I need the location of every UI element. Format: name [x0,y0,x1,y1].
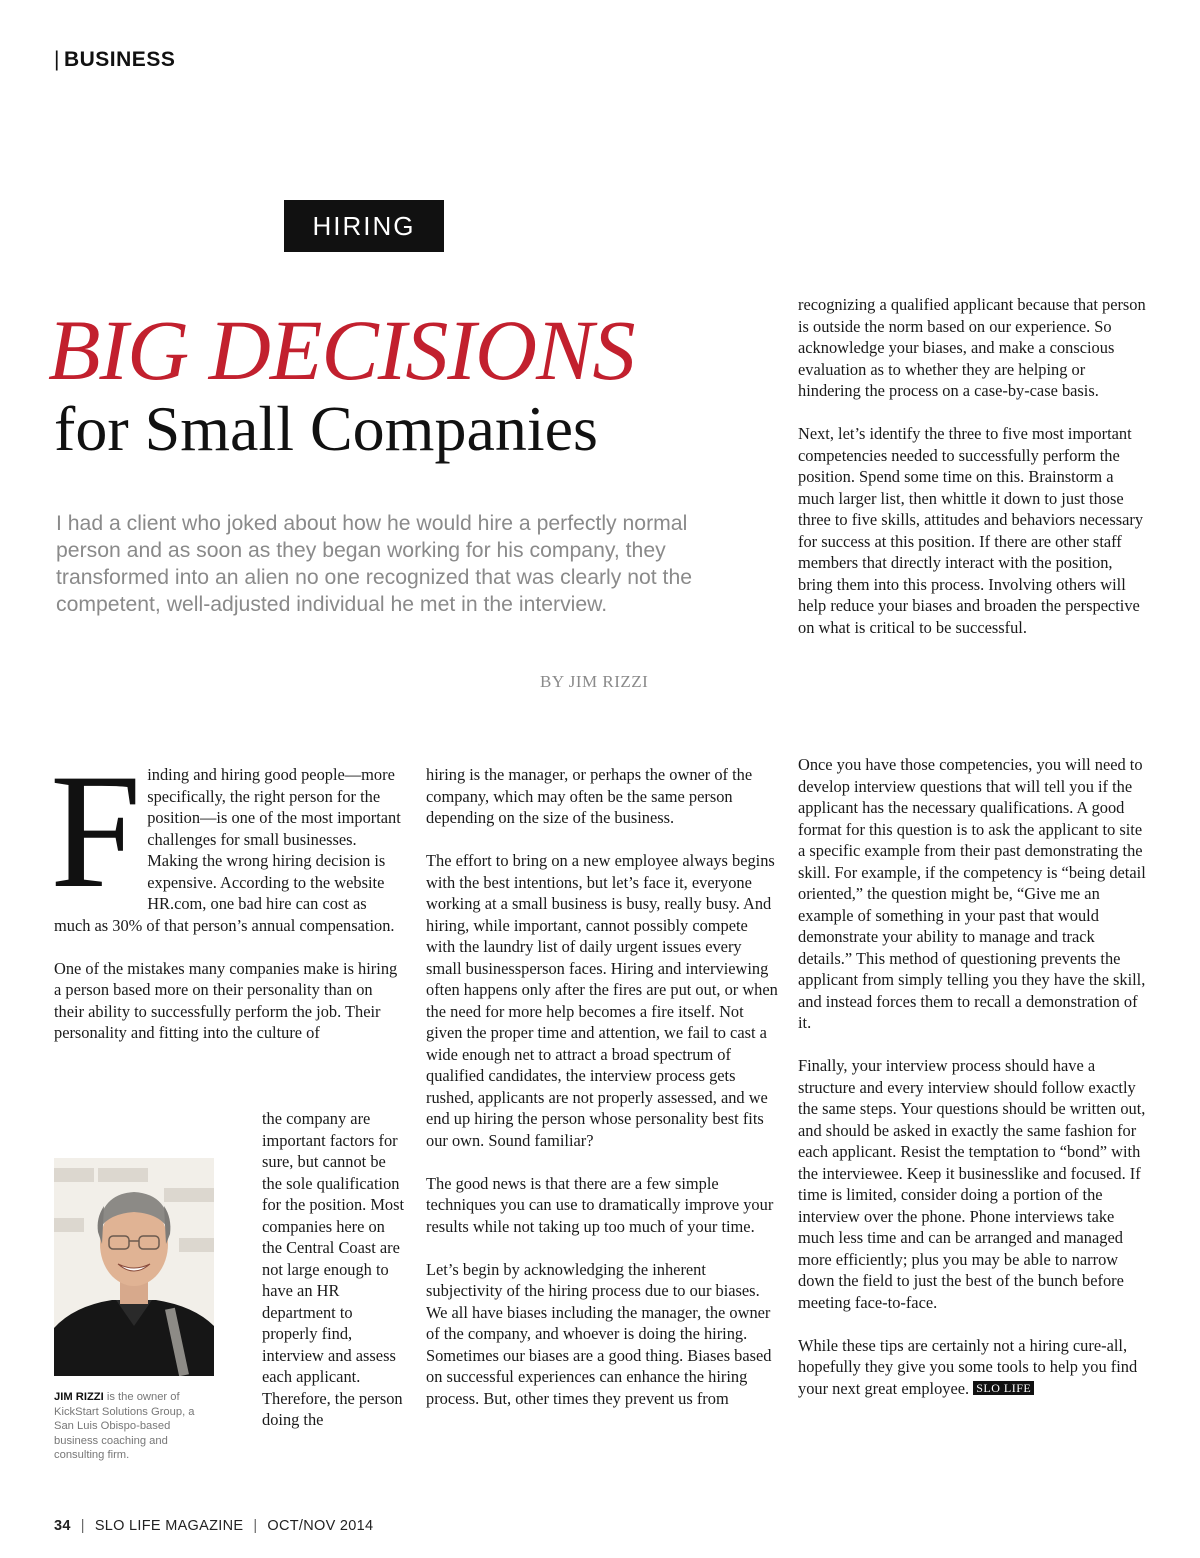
page-footer [54,1518,373,1534]
paragraph: One of the mistakes many companies make is hiring a person based more on their personality than on their ability to successfully perform the job. Their personality and fitting into the culture of [54,958,398,1042]
article-dek: I had a client who joked about how he would hire a perfectly normal person and as soon as they began working for his company, they transformed into an alien no one recognized that was clearly not the competent, well-adjusted individual he met in the interview. [56,512,693,616]
paragraph: inding and hiring good people—more specifically, the right person for the position—is one of the most important challenges for small businesses. Making the wrong hiring decision is expensive. According to the website HR.com, one bad hire can cost as much as 30% of that person’s annual compensation. [54,765,401,935]
footer-separator: | [80,1518,85,1534]
caption-name: JIM RIZZI [54,1391,104,1403]
end-mark-logo: SLO LIFE [973,1381,1034,1395]
caption-text: is the owner of KickStart Solutions Group, a San Luis Obispo-based business coaching and consulting firm. [54,1391,195,1461]
headline-line1: BIG DECISIONS [48,302,635,398]
section-label: BUSINESS [63,48,176,71]
paragraph: The effort to bring on a new employee always begins with the best intentions, but let’s face it, everyone working at a small business is busy, really busy. And hiring, while important, cannot possibly compete with the laundry list of daily urgent issues every small businessperson faces. Hiring and interviewing often happens only after the fires are put out, or when the need for more help becomes a fire itself. Not given the proper time and attention, we fail to cast a wide enough net to attract a broad spectrum of qualified candidates, the interview process gets rushed, applicants are not properly assessed, and we end up hiring the person whose personality best fits our own. Sound familiar? [426,851,778,1150]
paragraph: The good news is that there are a few simple techniques you can use to dramatically improve your results while not taking up too much of your time. [426,1173,774,1236]
paragraph: Next, let’s identify the three to five most important competencies needed to successfully perform the position. Spend some time on this. Brainstorm a much larger list, then whittle it down to just those three to five skills, attitudes and behaviors necessary for success at this position. If there are other staff members that directly interact with the position, bring them into this process. Involving others will help reduce your biases and broaden the perspective on what is critical to be successful. [798,424,1144,637]
paragraph: Let’s begin by acknowledging the inherent subjectivity of the hiring process due to our biases. We all have biases including the manager, the owner of the company, and whoever is doing the hiring. Sometimes our biases are a good thing. Biases based on successful experiences can enhance the hiring process. But, other times they prevent us from [426,1259,772,1408]
paragraph: Once you have those competencies, you will need to develop interview questions that will tell you if the applicant has the necessary qualifications. A good format for this question is to ask the applicant to site a specific example from their past demonstrating the skill. For example, if the competency is “being detail oriented,” the question might be, “Give me an example of something in your past that would demonstrate your ability to manage and track details.” This method of questioning prevents the applicant from simply telling you they have the skill, and instead forces them to recall a demonstration of it. [798,755,1146,1032]
section-header [54,48,175,72]
footer-separator: | [253,1518,258,1534]
paragraph-text: While these tips are certainly not a hiring cure-all, hopefully they give you some tools to help you find your next great employee. [798,1335,1138,1398]
column-3-top [798,294,1148,660]
page-number: 34 [54,1518,71,1534]
drop-cap: F [50,741,142,922]
category-tag: HIRING [284,200,444,252]
column-3 [798,754,1150,1421]
author-caption [54,1390,214,1463]
paragraph: recognizing a qualified applicant because that person is outside the norm based on our experience. So acknowledge your biases, and make a conscious evaluation as to whether they are helping or hindering the process on a case-by-case basis. [798,295,1146,400]
paragraph [798,1335,1150,1400]
issue-date: OCT/NOV 2014 [267,1518,374,1534]
paragraph: the company are important factors for sure, but cannot be the sole qualification for the position. Most companies here on the Central Coast are not large enough to have an HR department to properly find, interview and assess each applicant. Therefore, the person doing the [262,1109,405,1429]
author-photo [54,1158,214,1376]
byline: BY JIM RIZZI [540,672,649,691]
column-1 [50,741,406,1065]
headline-line2: for Small Companies [54,393,598,464]
column-2 [426,764,778,1431]
section-bar: | [54,48,60,71]
magazine-name: SLO LIFE MAGAZINE [94,1518,244,1534]
paragraph: hiring is the manager, or perhaps the owner of the company, which may often be the same person depending on the size of the business. [426,765,753,827]
paragraph: Finally, your interview process should have a structure and every interview should follow exactly the same steps. Your questions should be written out, and should be asked in exactly the same fashion for each applicant. Resist the temptation to “bond” with the interviewee. Keep it businesslike and focused. If time is limited, consider doing a portion of the interview over the phone. Phone interviews take much less time and can be arranged and managed more efficiently; plus you may be able to narrow down the field to just the best of the bunch before meeting face-to-face. [798,1056,1146,1312]
column-1-narrow [262,1108,408,1431]
